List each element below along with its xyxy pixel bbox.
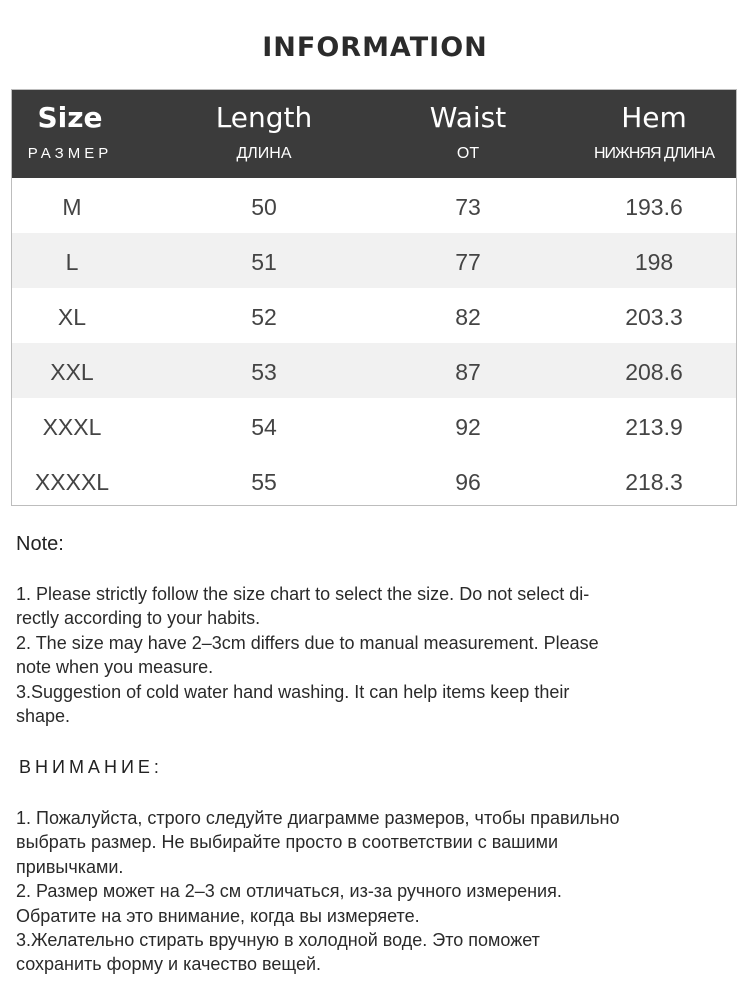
header-size-label-ru: РАЗМЕР — [27, 145, 113, 162]
table-row — [12, 233, 736, 288]
page-title: INFORMATION — [262, 32, 488, 63]
vnimanie-line: сохранить форму и качество вещей. — [16, 954, 322, 975]
note-line: rectly according to your habits. — [16, 608, 261, 629]
header-hem-label-ru: НИЖНЯЯ ДЛИНА — [594, 145, 714, 162]
cell-hem: 218.3 — [625, 469, 683, 495]
table-row — [12, 178, 736, 233]
vnimanie-heading: ВНИМАНИЕ: — [19, 757, 163, 777]
vnimanie-line: Обратите на это внимание, когда вы измеряете. — [16, 905, 420, 926]
vnimanie-text — [16, 806, 736, 977]
table-row — [12, 453, 736, 508]
cell-waist: 92 — [455, 414, 481, 440]
cell-hem: 208.6 — [625, 359, 683, 385]
header-size-label: Size — [37, 101, 103, 134]
cell-hem: 198 — [634, 249, 674, 275]
size-table — [11, 89, 737, 506]
vnimanie-line: 2. Размер может на 2–3 см отличаться, из-за ручного измерения. — [16, 881, 562, 902]
vnimanie-line: 3.Желательно стирать вручную в холодной воде. Это поможет — [16, 930, 540, 951]
note-line: 2. The size may have 2–3cm differs due to manual measurement. Please — [16, 632, 599, 653]
vnimanie-line: привычками. — [16, 856, 124, 877]
vnimanie-line: 1. Пожалуйста, строго следуйте диаграмме размеров, чтобы правильно — [16, 808, 620, 828]
cell-length: 50 — [251, 194, 277, 220]
cell-length: 53 — [251, 359, 277, 385]
cell-size: M — [62, 194, 82, 220]
header-waist-label-ru: ОТ — [456, 145, 480, 162]
note-line: 1. Please strictly follow the size chart to select the size. Do not select di- — [16, 584, 590, 604]
vnimanie-line: выбрать размер. Не выбирайте просто в соответствии с вашими — [16, 832, 559, 853]
cell-length: 54 — [251, 414, 277, 440]
cell-hem: 193.6 — [625, 194, 683, 220]
cell-waist: 77 — [455, 249, 481, 275]
note-text — [16, 582, 736, 728]
cell-size: L — [65, 249, 79, 275]
cell-hem: 203.3 — [625, 304, 683, 330]
cell-waist: 82 — [455, 304, 481, 330]
table-row — [12, 343, 736, 398]
table-header — [12, 90, 736, 178]
cell-length: 51 — [251, 249, 277, 275]
note-line: shape. — [16, 706, 71, 727]
cell-length: 52 — [251, 304, 277, 330]
cell-size: XXXXL — [34, 469, 110, 495]
header-waist-label: Waist — [429, 101, 507, 134]
table-row — [12, 398, 736, 453]
cell-size: XXL — [50, 359, 94, 385]
header-hem-label: Hem — [621, 101, 687, 134]
cell-length: 55 — [251, 469, 277, 495]
header-size — [12, 90, 128, 178]
table-row — [12, 288, 736, 343]
cell-hem: 213.9 — [625, 414, 683, 440]
header-length — [153, 90, 375, 178]
header-hem — [544, 90, 750, 178]
header-length-label: Length — [215, 101, 313, 134]
note-heading: Note: — [16, 533, 64, 555]
table-body — [12, 178, 736, 508]
cell-waist: 87 — [455, 359, 481, 385]
cell-waist: 73 — [455, 194, 481, 220]
cell-waist: 96 — [455, 469, 481, 495]
header-waist — [368, 90, 568, 178]
note-line: 3.Suggestion of cold water hand washing. It can help items keep their — [16, 681, 570, 702]
note-line: note when you measure. — [16, 657, 214, 678]
cell-size: XL — [57, 304, 87, 330]
cell-size: XXXL — [42, 414, 102, 440]
header-length-label-ru: ДЛИНА — [236, 145, 292, 162]
